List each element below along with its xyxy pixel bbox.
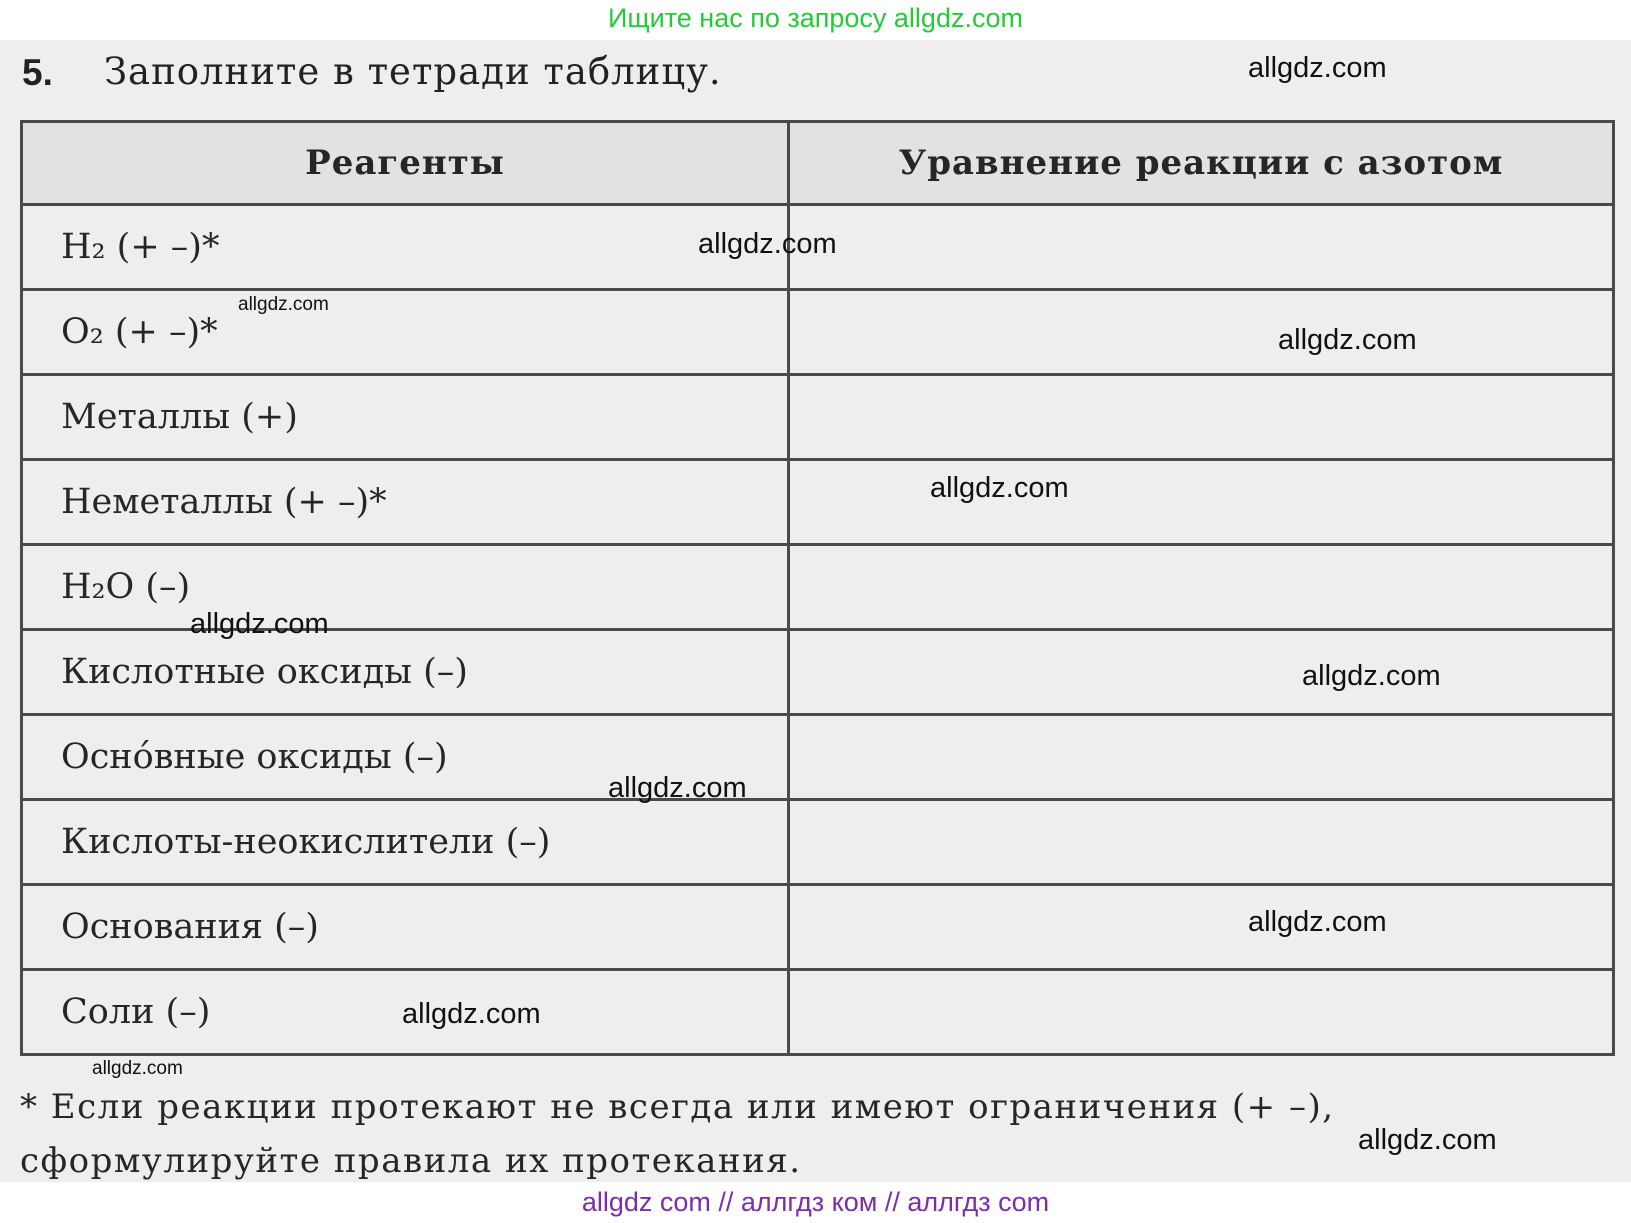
table-row — [22, 800, 1614, 885]
reagent-cell: Неметаллы (+ –)* — [22, 460, 789, 545]
reagent-cell: Осно́вные оксиды (–) — [22, 715, 789, 800]
watermark: allgdz.com — [238, 294, 329, 315]
watermark: allgdz.com — [1358, 1124, 1497, 1156]
watermark: allgdz.com — [698, 228, 837, 260]
equation-cell — [789, 460, 1614, 545]
watermark: allgdz.com — [1302, 660, 1441, 692]
watermark: allgdz.com — [190, 608, 329, 640]
top-banner: Ищите нас по запросу allgdz.com — [608, 3, 1023, 33]
equation-cell — [789, 290, 1614, 375]
table-header-row — [22, 122, 1614, 205]
equation-cell — [789, 545, 1614, 630]
task-number: 5. — [22, 52, 53, 93]
reagent-cell: Соли (–) — [22, 970, 789, 1055]
header-equation: Уравнение реакции с азотом — [789, 122, 1614, 205]
equation-cell — [789, 205, 1614, 290]
table-row — [22, 460, 1614, 545]
table-row — [22, 970, 1614, 1055]
header-reagents: Реагенты — [22, 122, 789, 205]
reagent-cell: O₂ (+ –)* — [22, 290, 789, 375]
bottom-banner: allgdz com // аллгдз ком // аллгдз com — [581, 1187, 1050, 1217]
reagent-cell: H₂O (–) — [22, 545, 789, 630]
reagent-cell: Кислотные оксиды (–) — [22, 630, 789, 715]
footnote: * Если реакции протекают не всегда или имеют ограничения (+ –), сформулируйте правила их протекания. — [20, 1087, 1335, 1181]
equation-cell — [789, 800, 1614, 885]
reagent-cell: Основания (–) — [22, 885, 789, 970]
watermark: allgdz.com — [1278, 324, 1417, 356]
equation-cell — [789, 630, 1614, 715]
reagent-cell: Кислоты-неокислители (–) — [22, 800, 789, 885]
equation-cell — [789, 970, 1614, 1055]
task-text: Заполните в тетради таблицу. — [104, 50, 722, 93]
reagent-cell: H₂ (+ –)* — [22, 205, 789, 290]
equation-cell — [789, 885, 1614, 970]
table-row — [22, 715, 1614, 800]
watermark: allgdz.com — [608, 772, 747, 804]
watermark: allgdz.com — [930, 472, 1069, 504]
watermark: allgdz.com — [1248, 906, 1387, 938]
watermark: allgdz.com — [92, 1058, 183, 1079]
equation-cell — [789, 715, 1614, 800]
reagent-cell: Металлы (+) — [22, 375, 789, 460]
equation-cell — [789, 375, 1614, 460]
watermark: allgdz.com — [402, 998, 541, 1030]
watermark: allgdz.com — [1248, 52, 1387, 84]
table-row — [22, 375, 1614, 460]
